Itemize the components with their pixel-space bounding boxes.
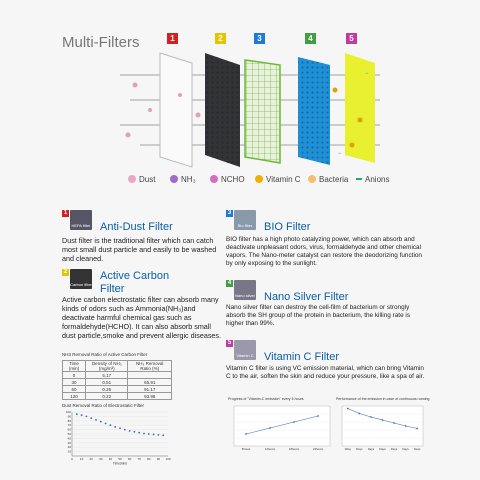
table-cell: 0.26	[86, 386, 128, 393]
x-tick-label: Days	[356, 447, 363, 451]
x-tick-label: 70	[137, 457, 141, 461]
table-cell	[128, 372, 172, 379]
data-point	[95, 419, 97, 421]
legend-dust-label: Dust	[139, 174, 156, 184]
vitc-performance-chart-title: Performance of the emission in case of continuous running	[336, 397, 430, 401]
x-tick-label: 6hours	[241, 447, 251, 451]
plot-area	[342, 406, 423, 446]
filter-number-3: 3	[254, 33, 265, 44]
data-point	[358, 413, 360, 415]
nano-silver-icon	[226, 280, 256, 300]
bio-title: BIO Filter	[264, 221, 311, 233]
svg-text:−: −	[338, 151, 342, 157]
legend-nh3-label: NH₃	[181, 174, 196, 184]
y-tick-label: 20	[67, 445, 71, 450]
data-point	[158, 434, 160, 436]
table-cell: 0.22	[86, 393, 128, 400]
x-tick-label: Days	[414, 447, 421, 451]
x-tick-label: 20	[89, 457, 93, 461]
data-point	[293, 421, 295, 423]
table-row	[63, 386, 172, 393]
legend-bacteria-label: Bacteria	[319, 174, 349, 184]
x-tick-label: 12hours	[264, 447, 276, 451]
y-tick-label: 90	[67, 414, 71, 419]
y-tick-label: 30	[67, 440, 71, 445]
data-point	[129, 430, 131, 432]
table-cell: 30	[63, 379, 86, 386]
x-tick-label: 100	[165, 457, 171, 461]
legend-anions	[356, 172, 389, 186]
data-point	[162, 434, 164, 436]
table-row	[63, 379, 172, 386]
anti-dust-icon	[62, 210, 92, 230]
data-point	[105, 423, 107, 425]
data-point	[347, 408, 349, 410]
x-tick-label: 40	[108, 457, 113, 461]
filter-number-2: 2	[215, 33, 226, 44]
table-cell: 60	[63, 386, 86, 393]
svg-text:−: −	[365, 71, 369, 77]
table-cell: 120	[63, 393, 86, 400]
table-row	[63, 372, 172, 379]
icon-caption: Nano silver	[234, 293, 255, 298]
data-point	[90, 417, 92, 419]
bacteria-icon	[308, 175, 316, 183]
vitamin-c-progress-chart	[228, 403, 333, 453]
data-point	[124, 429, 126, 431]
nh3-table-caption: NH3 Removal Ratio of Active Carbon Filter	[62, 352, 148, 357]
x-tick-label: 0	[71, 457, 73, 461]
legend-anions-label: Anions	[365, 174, 390, 184]
data-point	[393, 422, 395, 424]
nano-silver-title: Nano Silver Filter	[264, 291, 349, 303]
ncho-icon	[210, 175, 218, 183]
table-cell: 93.98	[128, 393, 172, 400]
x-tick-label: 10	[79, 457, 84, 461]
data-point	[370, 416, 372, 418]
table-header: Density of NH₃ (mg/m³)	[86, 361, 128, 372]
vitamin-c-filter-icon	[226, 340, 256, 360]
data-point	[405, 425, 407, 427]
plot-area	[234, 406, 330, 446]
data-point	[110, 424, 112, 426]
legend-vitamin-c	[255, 172, 301, 186]
data-point	[86, 416, 88, 418]
nh3-icon	[170, 175, 178, 183]
active-carbon-title-line1: Active Carbon	[100, 270, 170, 282]
nh3-table	[62, 360, 172, 400]
dust-chart-title: Dust Removal Ratio of Electrostatic Filter	[62, 403, 145, 408]
x-tick-label: 1Day	[344, 447, 352, 451]
section-number: 5	[227, 340, 232, 346]
data-point	[119, 427, 121, 429]
section-number: 4	[227, 280, 232, 286]
y-tick-label: 60	[67, 427, 71, 432]
vitamin-c-performance-chart	[336, 403, 426, 453]
vitc-progress-chart-title: Progress of "Vitamin-C emission" every 6 hours	[228, 397, 304, 401]
table-cell: 0.51	[86, 379, 128, 386]
x-tick-label: Days	[402, 447, 409, 451]
data-point	[416, 428, 418, 430]
anti-dust-title: Anti-Dust Filter	[100, 221, 173, 233]
data-point	[245, 433, 247, 435]
legend-dust	[128, 172, 155, 186]
active-carbon-icon	[62, 269, 92, 289]
x-tick-label: Days	[390, 447, 398, 451]
filter-number-5: 5	[346, 33, 357, 44]
x-tick-label: 30	[99, 457, 103, 461]
y-tick-label: 10	[67, 449, 71, 454]
dust-removal-chart	[62, 410, 172, 465]
nano-silver-body: Nano silver filter can destroy the cell-film of bacterium or strongly absorb the SH group of the protein in bacterium, the killing rate is higher than 99%.	[226, 304, 411, 327]
icon-caption: Vitamin C	[236, 353, 254, 358]
icon-caption: Carbon filter	[70, 282, 92, 287]
x-tick-label: 60	[127, 457, 132, 461]
y-tick-label: 40	[67, 436, 71, 441]
legend-bacteria	[308, 172, 348, 186]
active-carbon-body: Active carbon electrostatic filter can absorb many kinds of odors such as Ammonia(NH₃)and deactivate harmful chemical gas such as formaldehyde(HCHO). It can also absorb small dust particle,smoke and prevent allergic diseases.	[62, 295, 222, 340]
icon-caption: HEPA filter	[71, 223, 91, 228]
table-header: Time (min)	[63, 361, 86, 372]
data-point	[100, 421, 102, 423]
vitamin-c-body: Vitamin C filter is using VC emission material, which can bring Vitamin C to the air, soften the skin and reduce your pressure, like a spa of air.	[226, 365, 425, 380]
data-point	[269, 427, 271, 429]
active-carbon-title	[100, 270, 169, 296]
data-point	[153, 434, 155, 436]
legend-nh3	[170, 172, 196, 186]
section-number: 3	[227, 210, 232, 216]
x-axis-label: Time(min)	[112, 461, 128, 465]
x-tick-label: 24hours	[312, 447, 324, 451]
x-tick-label: 50	[118, 457, 122, 461]
filter-number-4: 4	[305, 33, 316, 44]
anti-dust-body: Dust filter is the traditional filter which can catch most small dust particle and easily to be washed and cleaned.	[62, 236, 217, 263]
bio-icon	[226, 210, 256, 230]
data-point	[81, 414, 83, 416]
filter-number-1: 1	[167, 33, 178, 44]
data-point	[143, 433, 145, 435]
x-tick-label: Days	[379, 447, 386, 451]
data-point	[317, 415, 319, 417]
active-carbon-title-line2: Filter	[100, 283, 125, 295]
table-cell: 0	[63, 372, 86, 379]
y-tick-label: 70	[67, 423, 71, 428]
x-tick-label: 90	[156, 457, 161, 461]
data-point	[76, 413, 78, 415]
table-cell: 5.17	[86, 372, 128, 379]
data-point	[138, 432, 140, 434]
table-row	[63, 393, 172, 400]
x-tick-label: 18hours	[288, 447, 300, 451]
legend-ncho	[210, 172, 245, 186]
y-tick-label: 80	[67, 418, 71, 423]
anions-icon	[356, 178, 362, 180]
vitamin-c-icon	[255, 175, 263, 183]
legend-ncho-label: NCHO	[221, 174, 245, 184]
x-tick-label: 80	[147, 457, 151, 461]
table-header: NH₃ Removal Ratio (%)	[128, 361, 172, 372]
table-cell: 65.91	[128, 379, 172, 386]
table-cell: 91.17	[128, 386, 172, 393]
icon-caption: Bio filter	[237, 223, 253, 228]
data-point	[134, 431, 136, 433]
data-point	[382, 419, 384, 421]
dust-icon	[128, 175, 136, 183]
filter-layers-illustration	[120, 45, 380, 175]
bio-body: BIO filter has a high photo catalyzing power, which can absorb and deactivate unpleasant odors, virus, formaldehyde and other chemical vapors. The Nano-meter catalyst can restore the deodorizing function by only exposing to the sunlight.	[226, 236, 422, 267]
vitamin-c-title: Vitamin C Filter	[264, 351, 339, 363]
table-header-row	[63, 361, 172, 372]
data-point	[114, 426, 116, 428]
x-tick-label: Days	[367, 447, 375, 451]
legend-vitamin-c-label: Vitamin C	[266, 174, 301, 184]
y-tick-label: 100	[65, 410, 71, 414]
section-number: 1	[63, 210, 68, 216]
page-title: Multi-Filters	[62, 34, 140, 51]
y-tick-label: 50	[67, 432, 71, 436]
data-point	[148, 433, 150, 435]
section-number: 2	[63, 269, 68, 275]
